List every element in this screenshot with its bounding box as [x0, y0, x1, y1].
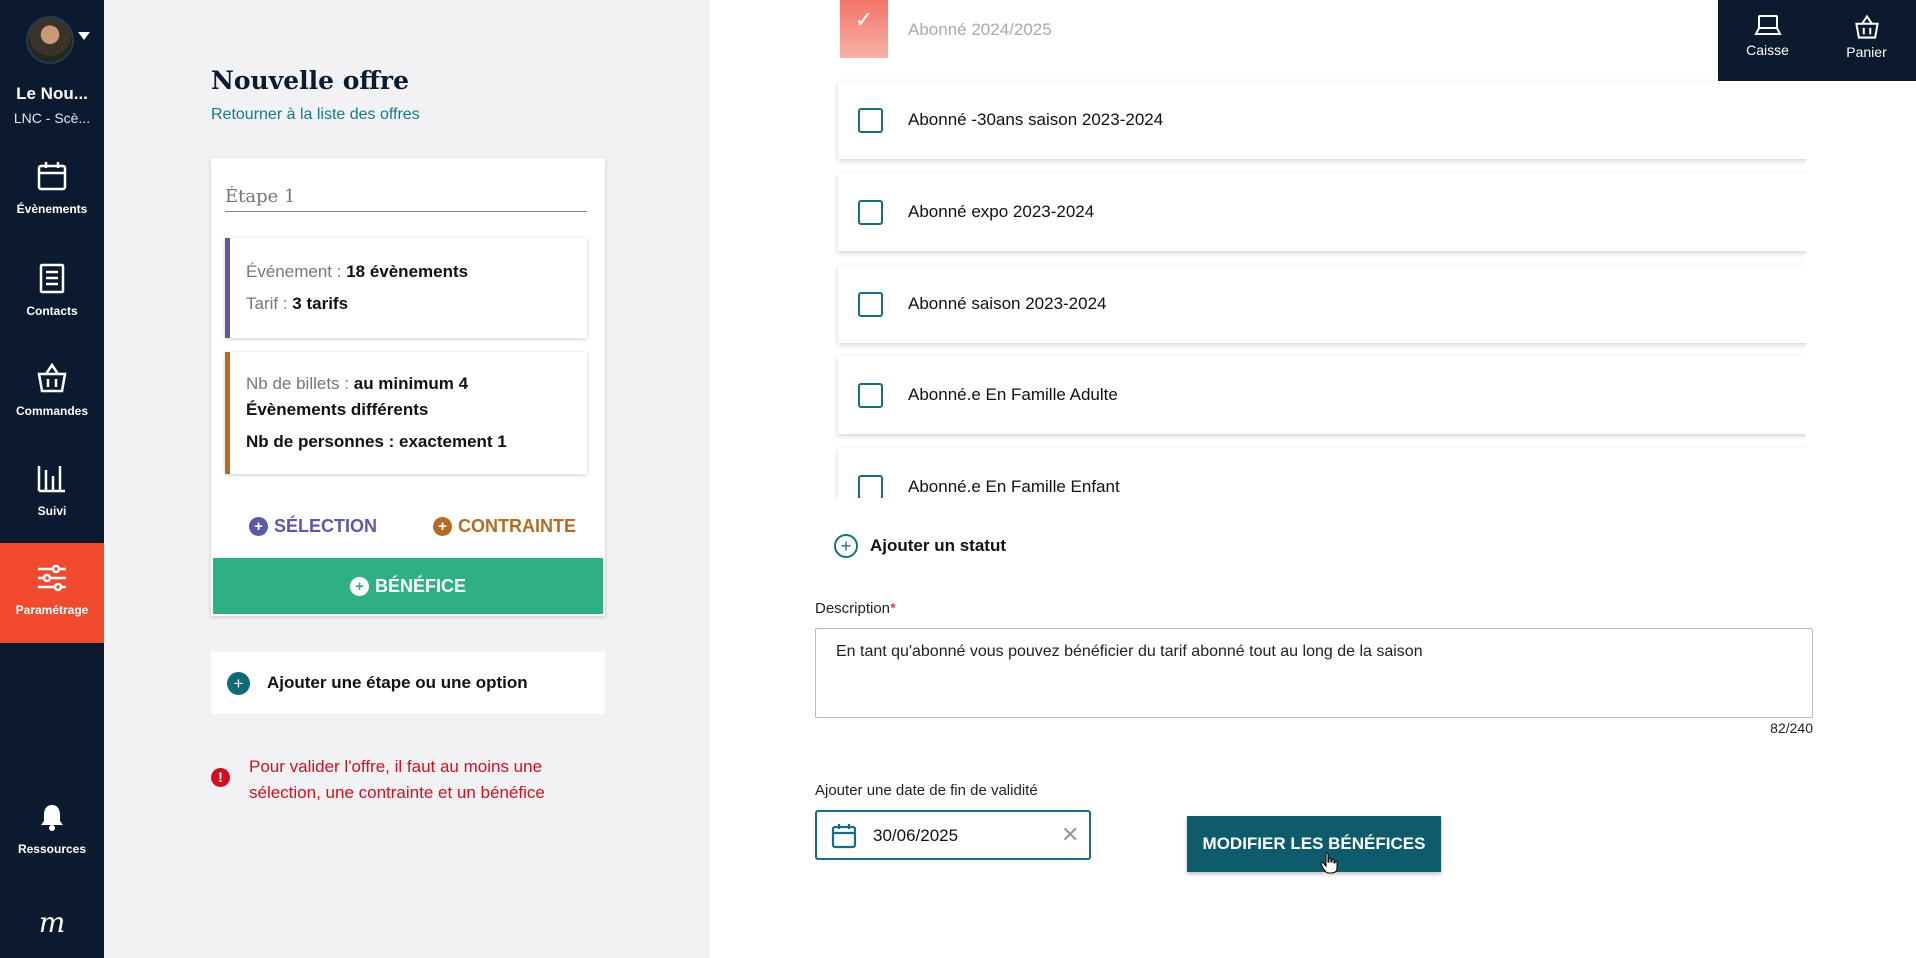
sidebar-item-ressources[interactable]: [0, 802, 104, 902]
step-name-input[interactable]: [225, 176, 587, 212]
checkbox[interactable]: [858, 475, 883, 498]
chevron-down-icon[interactable]: [78, 32, 90, 40]
offer-editor-panel: [104, 0, 710, 958]
status-item[interactable]: [838, 448, 1806, 498]
event-label: Événement :: [246, 262, 342, 281]
sidebar-item-label: Ressources: [17, 842, 87, 856]
basket-icon: [36, 362, 68, 394]
tickets-label: Nb de billets :: [246, 374, 349, 393]
plus-icon: +: [834, 534, 858, 558]
calendar-icon: [831, 823, 857, 849]
org-name: Le Nou...: [16, 84, 88, 103]
sidebar-item-contacts[interactable]: [0, 262, 104, 362]
status-item[interactable]: [838, 0, 1806, 68]
add-selection-button[interactable]: [249, 516, 377, 537]
plus-icon: +: [227, 672, 250, 695]
validity-date-label: Ajouter une date de fin de validité: [815, 782, 1038, 799]
description-label: [815, 600, 896, 617]
tickets-value: au minimum 4: [353, 374, 469, 393]
benefit-editor: [710, 0, 1916, 958]
add-constraint-label: CONTRAINTE: [458, 516, 576, 536]
cash-register-icon: [1754, 14, 1782, 38]
plus-icon: +: [249, 517, 268, 536]
checkbox[interactable]: [858, 292, 883, 317]
constraint-persons-line: [246, 432, 507, 452]
status-label: Abonné -30ans saison 2023-2024: [908, 110, 1164, 129]
basket-icon: [1853, 14, 1881, 40]
clear-icon[interactable]: ✕: [1061, 822, 1080, 847]
status-item[interactable]: [838, 81, 1806, 159]
status-label: Abonné.e En Famille Adulte: [908, 385, 1118, 404]
tarif-value: 3 tarifs: [292, 294, 349, 313]
selection-card[interactable]: [225, 238, 587, 338]
top-actions: [1718, 0, 1916, 81]
character-counter: 82/240: [1770, 720, 1813, 736]
add-status-label: Ajouter un statut: [870, 536, 1006, 555]
constraint-tickets-line2: [246, 400, 428, 420]
sidebar-item-label: Paramétrage: [15, 603, 89, 617]
sidebar-item-label: Évènements: [16, 202, 88, 216]
user-menu[interactable]: [24, 14, 94, 66]
add-step-button[interactable]: [211, 652, 605, 714]
calendar-icon: [36, 160, 68, 192]
step-card: [211, 158, 605, 616]
persons-value: Nb de personnes : exactement 1: [246, 432, 507, 451]
status-label: Abonné saison 2023-2024: [908, 294, 1107, 313]
constraint-tickets-line: [246, 374, 546, 394]
description-label-text: Description: [815, 600, 891, 617]
panier-label: Panier: [1846, 44, 1887, 60]
description-textarea[interactable]: [815, 628, 1813, 718]
app-logo[interactable]: m: [38, 906, 66, 939]
add-benefit-button[interactable]: [213, 558, 603, 614]
sidebar-item-label: Commandes: [15, 404, 89, 418]
document-icon: [36, 262, 68, 294]
checkbox-checked[interactable]: [840, 0, 888, 58]
sidebar-item-label: Contacts: [26, 304, 78, 318]
add-constraint-button[interactable]: [433, 516, 576, 537]
checkbox[interactable]: [858, 383, 883, 408]
panier-button[interactable]: [1817, 14, 1916, 60]
checkbox[interactable]: [858, 200, 883, 225]
sliders-icon: [36, 563, 68, 593]
required-mark: *: [890, 600, 896, 617]
validation-error-message: Pour valider l'offre, il faut au moins une sélection, une contrainte et un bénéfice: [249, 757, 545, 802]
validity-date-value[interactable]: 30/06/2025: [873, 826, 959, 845]
bell-icon: [37, 802, 67, 832]
check-icon: ✓: [854, 7, 874, 32]
org-subtitle: LNC - Scè...: [13, 110, 91, 126]
error-icon: !: [211, 768, 230, 787]
back-to-offers-link[interactable]: Retourner à la liste des offres: [211, 106, 420, 123]
status-list[interactable]: [826, 0, 1806, 498]
sidebar-item-parametrage[interactable]: [0, 543, 104, 643]
selection-event-line: [246, 262, 468, 282]
status-item[interactable]: [838, 356, 1806, 434]
sidebar-item-label: Suivi: [37, 504, 67, 518]
event-value: 18 évènements: [346, 262, 469, 281]
page-title: Nouvelle offre: [211, 66, 410, 95]
checkbox[interactable]: [858, 108, 883, 133]
add-step-label: Ajouter une étape ou une option: [267, 673, 528, 692]
bar-chart-icon: [36, 462, 68, 494]
selection-tarif-line: [246, 294, 348, 314]
hand-cursor-icon: [1320, 852, 1338, 874]
add-benefit-label: BÉNÉFICE: [374, 576, 466, 596]
tarif-label: Tarif :: [246, 294, 288, 313]
caisse-label: Caisse: [1746, 42, 1789, 58]
caisse-button[interactable]: [1718, 14, 1817, 58]
status-item[interactable]: [838, 173, 1806, 251]
status-item[interactable]: [838, 265, 1806, 343]
modify-benefits-button[interactable]: MODIFIER LES BÉNÉFICES: [1187, 816, 1441, 872]
add-selection-label: SÉLECTION: [274, 516, 378, 536]
tickets-value-2: Évènements différents: [246, 400, 429, 419]
avatar[interactable]: [26, 16, 74, 64]
sidebar-item-evenements[interactable]: [0, 160, 104, 260]
plus-icon: +: [433, 517, 452, 536]
add-status-button[interactable]: [834, 534, 1006, 558]
sidebar: [0, 0, 104, 958]
plus-icon: +: [350, 577, 369, 596]
status-label: Abonné expo 2023-2024: [908, 202, 1095, 221]
sidebar-item-commandes[interactable]: [0, 362, 104, 462]
validity-date-field[interactable]: [815, 810, 1091, 860]
status-label: Abonné 2024/2025: [908, 20, 1052, 39]
constraint-card[interactable]: [225, 352, 587, 474]
status-label: Abonné.e En Famille Enfant: [908, 477, 1120, 496]
